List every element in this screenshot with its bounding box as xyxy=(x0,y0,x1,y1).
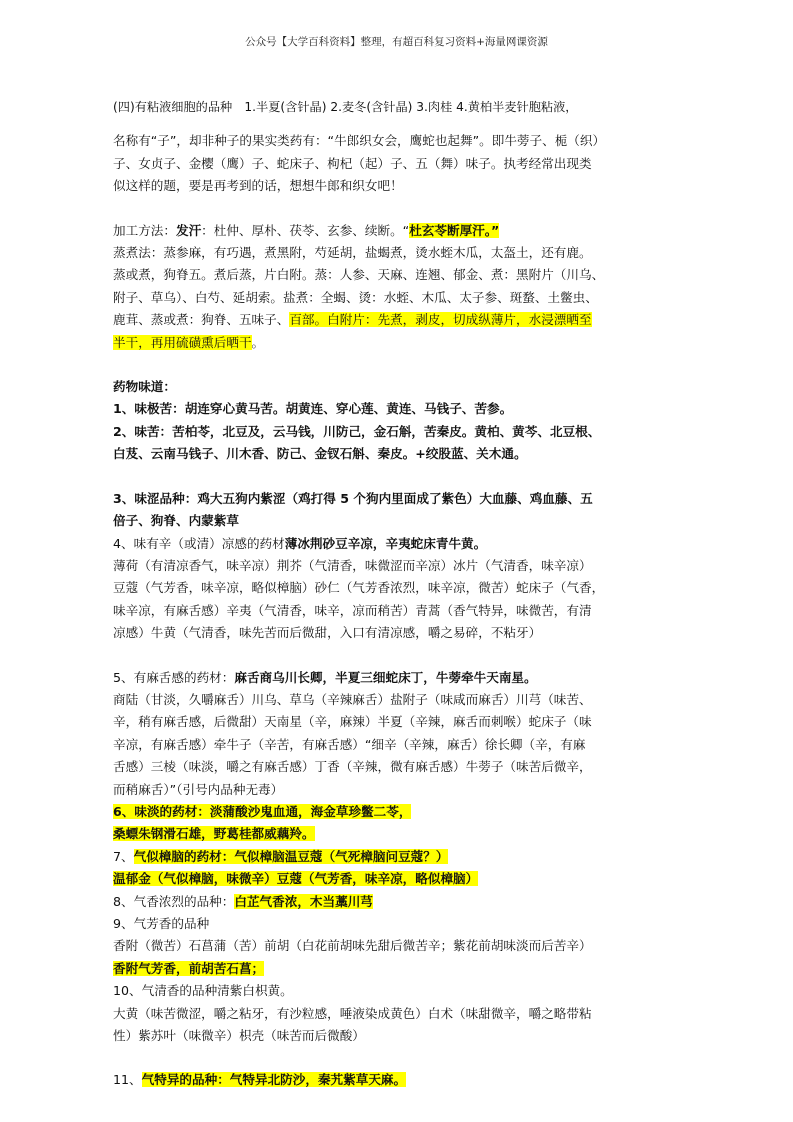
numbing-detail-5: 而稍麻舌）”（引号内品种无毒） xyxy=(113,781,284,797)
taste-item-5: 5、有麻舌感的药材：麻舌商乌川长卿，半夏三细蛇床丁，牛蒡牵牛天南星。 xyxy=(113,669,537,685)
fragrant-mnemonic: 香附气芳香，前胡苦石菖； xyxy=(113,960,265,976)
numbing-detail-1: 商陆（甘淡，久嚼麻舌）川乌、草乌（辛辣麻舌）盐附子（味咸而麻舌）川芎（味苦、 xyxy=(113,691,592,707)
processing-methods-line: 加工方法：发汗：杜仲、厚朴、茯苓、玄参、续断。“杜玄苓断厚汗。” xyxy=(113,222,500,238)
numbing-detail-4: 舌感）三棱（味淡，嚼之有麻舌感）丁香（辛辣，微有麻舌感）牛蒡子（味苦后微辛， xyxy=(113,759,592,775)
taste-item-4: 4、味有辛（或清）凉感的药材薄冰荆砂豆辛凉，辛夷蛇床青牛黄。 xyxy=(113,535,487,551)
steam-boil-line-1: 蒸煮法：蒸参麻，有巧遇，煮黑附，芍延胡，盐蝎煮，烫水蛭木瓜，太盔土，还有鹿。 xyxy=(113,245,592,261)
taste-item-3: 3、味涩品种：鸡大五狗内紫涩（鸡打得 5 个狗内里面成了紫色）大血藤、鸡血藤、五 xyxy=(113,490,593,506)
sweating-term: 发汗 xyxy=(175,222,202,238)
steam-boil-line-4: 鹿茸、蒸或煮：狗脊、五味子、百部。白附片：先煮，剥皮，切成纵薄片，水浸漂晒至 xyxy=(113,312,592,328)
highlighted-text: 百部。白附片：先煮，剥皮，切成纵薄片，水浸漂晒至 xyxy=(289,312,592,328)
cool-detail-4: 凉感）牛黄（气清香，味先苦而后微甜，入口有清凉感，嚼之易碎，不粘牙） xyxy=(113,625,542,641)
steam-boil-line-2: 蒸或煮，狗脊五。煮后蒸，片白附。蒸：人参、天麻、连翘、郁金、煮：黑附片（川乌、 xyxy=(113,267,605,283)
cool-detail-2: 豆蔻（气芳香，味辛凉，略似樟脑）砂仁（气芳香浓烈，味辛凉，微苦）蛇床子（气香， xyxy=(113,580,605,596)
taste-item-7: 7、气似樟脑的药材：气似樟脑温豆蔻（气死樟脑问豆蔻？） xyxy=(113,848,449,864)
fruit-mnemonic-line-3: 似这样的题，要是再考到的话，想想牛郎和织女吧！ xyxy=(113,178,403,194)
taste-item-6: 6、味淡的药材：淡蒲酸沙鬼血通，海金草珍鳖二苓， xyxy=(113,803,412,819)
cool-mnemonic: 薄冰荆砂豆辛凉，辛夷蛇床青牛黄。 xyxy=(284,535,487,551)
steam-boil-line-5: 半干，再用硫磺熏后晒干。 xyxy=(113,334,265,350)
numbing-mnemonic: 麻舌商乌川长卿，半夏三细蛇床丁，牛蒡牵牛天南星。 xyxy=(234,669,537,685)
mucilage-cells-line: (四)有粘液细胞的品种 1.半夏(含针晶) 2.麦冬(含针晶) 3.肉桂 4.黄柏半麦针胞粘液， xyxy=(113,100,578,114)
cool-detail-3: 味辛凉，有麻舌感）辛夷（气清香，味辛，凉而稍苦）青蒿（香气特异，味微苦，有清 xyxy=(113,602,592,618)
taste-item-7-cont: 温郁金（气似樟脑，味微辛）豆蔻（气芳香，味辛凉，略似樟脑） xyxy=(113,871,479,887)
taste-item-2-cont: 白芨、云南马钱子、川木香、防己、金钗石斛、秦皮。+绞股蓝、关木通。 xyxy=(113,446,527,462)
taste-item-9: 9、气芳香的品种 xyxy=(113,916,210,931)
section-title-taste: 药物味道： xyxy=(113,379,176,395)
cool-detail-1: 薄荷（有清凉香气，味辛凉）荆芥（气清香，味微涩而辛凉）冰片（气清香，味辛凉） xyxy=(113,557,592,573)
numbing-detail-3: 辛凉，有麻舌感）牵牛子（辛苦，有麻舌感）“细辛（辛辣，麻舌）徐长卿（辛，有麻 xyxy=(113,736,586,752)
fragrant-detail: 香附（微苦）石菖蒲（苦）前胡（白花前胡味先甜后微苦辛；紫花前胡味淡而后苦辛） xyxy=(113,938,592,954)
steam-boil-line-3: 附子、草乌）、白芍、延胡索。盐煮：全蝎、烫：水蛭、木瓜、太子参、斑蝥、土鳖虫、 xyxy=(113,289,598,305)
taste-item-2: 2、味苦：苦柏苓，北豆及，云马钱，川防己，金石斛，苦秦皮。黄柏、黄芩、北豆根、 xyxy=(113,423,601,439)
taste-item-10: 10、气清香的品种清紫白枳黄。 xyxy=(113,983,293,999)
sweating-mnemonic: 杜玄苓断厚汗。” xyxy=(409,222,500,238)
numbing-detail-2: 辛，稍有麻舌感，后微甜）天南星（辛，麻辣）半夏（辛辣，麻舌而刺喉）蛇床子（味 xyxy=(113,714,592,730)
page-header: 公众号【大学百科资料】整理，有超百科复习资料+海量网课资源 xyxy=(245,36,548,48)
clear-fragrant-detail-1: 大黄（味苦微涩，嚼之粘牙，有沙粒感，唾液染成黄色）白术（味甜微辛，嚼之略带粘 xyxy=(113,1005,592,1021)
taste-item-11: 11、气特异的品种：气特异北防沙，秦艽紫草天麻。 xyxy=(113,1072,407,1088)
fruit-mnemonic-line-1: 名称有“子”，却非种子的果实类药有：“牛郎织女会，鹰蛇也起舞”。即牛蒡子、栀（织） xyxy=(113,133,606,149)
taste-item-3-cont: 倍子、狗脊、内蒙紫草 xyxy=(113,513,239,529)
fruit-mnemonic-line-2: 子、女贞子、金樱（鹰）子、蛇床子、枸杞（起）子、五（舞）味子。执考经常出现类 xyxy=(113,155,592,171)
taste-item-6-cont: 桑螵朱钢滑石雄，野葛桂都威藕羚。 xyxy=(113,826,315,842)
highlighted-text: 半干，再用硫磺熏后晒干 xyxy=(113,334,252,350)
taste-item-8: 8、气香浓烈的品种：白芷气香浓，木当藁川芎 xyxy=(113,893,373,909)
document-body xyxy=(113,96,653,1092)
clear-fragrant-detail-2: 性）紫苏叶（味微辛）枳壳（味苦而后微酸） xyxy=(113,1028,365,1044)
taste-item-1: 1、味极苦：胡连穿心黄马苦。胡黄连、穿心莲、黄连、马钱子、苦参。 xyxy=(113,401,513,417)
